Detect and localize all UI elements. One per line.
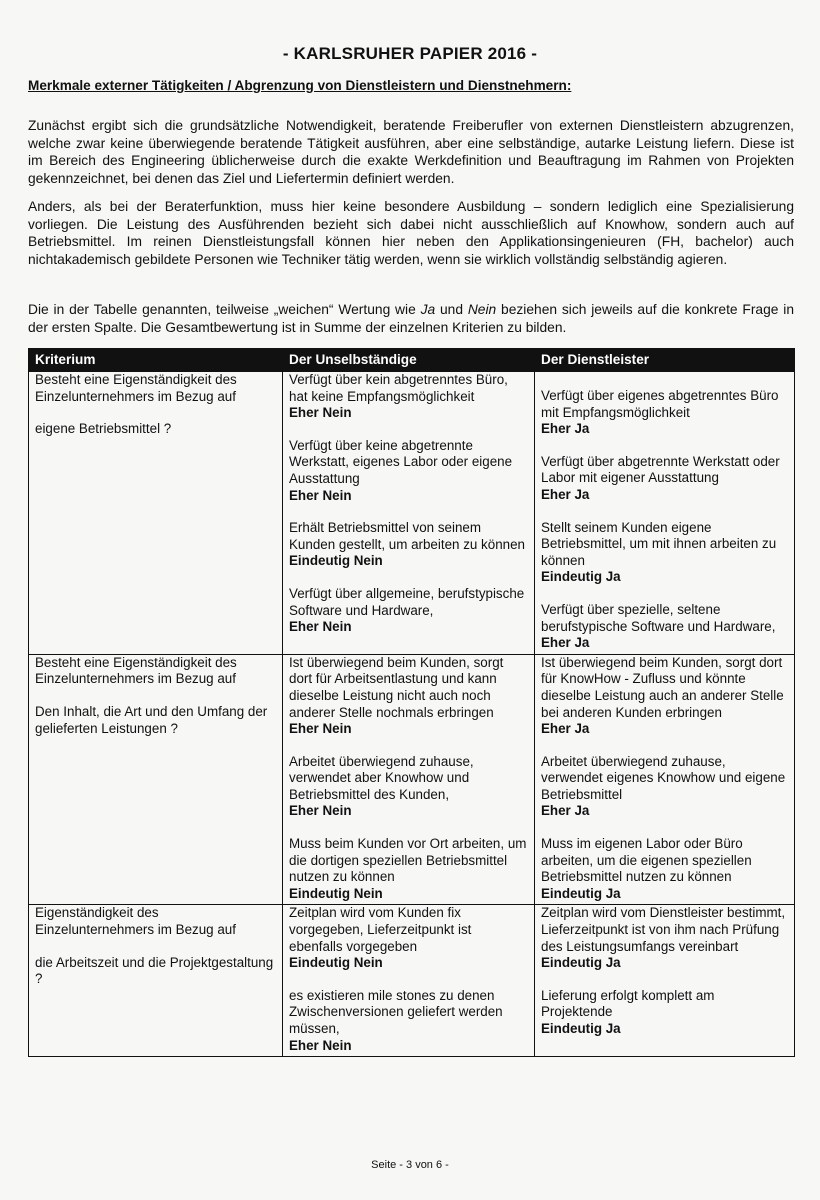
table-row [29, 654, 795, 905]
column-header-dienstleister: Der Dienstleister [535, 349, 795, 372]
list-item [541, 905, 788, 971]
verdict: Eher Nein [289, 803, 352, 819]
entry-text: Verfügt über abgetrennte Werkstatt oder Labor mit eigener Ausstattung [541, 453, 780, 486]
verdict: Eher Ja [541, 421, 590, 437]
verdict: Eindeutig Nein [289, 955, 383, 971]
para-text: beziehen sich jeweils auf die konkrete Frage in der ersten Spalte. Die Gesamtbewertung ist in Summe der einzelnen Kriterien zu bilden. [28, 302, 794, 335]
criteria-table [28, 348, 795, 1057]
entry-text: Muss beim Kunden vor Ort arbeiten, um die dortigen speziellen Betriebsmittel nutzen zu können [289, 836, 527, 885]
entry-text: Stellt seinem Kunden eigene Betriebsmittel, um mit ihnen arbeiten zu können [541, 519, 777, 568]
list-item [541, 655, 788, 738]
list-item [541, 602, 788, 652]
verdict: Eindeutig Nein [289, 553, 383, 569]
page-number: Seite - 3 von 6 - [371, 1159, 449, 1171]
intro-paragraph-3 [28, 301, 794, 336]
list-item [289, 372, 528, 422]
dienstleister-cell [535, 905, 795, 1057]
entry-text: Muss im eigenen Labor oder Büro arbeiten, um die eigenen speziellen Betriebsmittel nutzen zu können [541, 836, 752, 885]
intro-paragraph-2: Anders, als bei der Beraterfunktion, muss hier keine besondere Ausbildung – sondern lediglich eine Spezialisierung vorliegen. Die Leistung des Ausführenden bezieht sich dabei nicht ausschließlich auf Knowhow, sondern auch auf Betriebsmittel. Im reinen Dienstleistungsfall können hier neben den Applikationsingenieuren (FH, bachelor) auch nichtakademisch gebildete Personen wie Techniker tätig werden, wenn sie wirklich vollständig selbständig agieren. [28, 199, 794, 267]
list-item [289, 438, 528, 504]
entry-text: Lieferung erfolgt komplett am Projektende [541, 987, 715, 1020]
verdict: Eindeutig Ja [541, 569, 621, 585]
verdict: Eher Ja [541, 486, 590, 502]
list-item [289, 586, 528, 636]
entry-text: es existieren mile stones zu denen Zwischenversionen geliefert werden müssen, [289, 987, 503, 1036]
verdict: Eindeutig Ja [541, 1021, 621, 1036]
list-item [289, 520, 528, 570]
criterion-topic: die Arbeitszeit und die Projektgestaltung ? [35, 954, 274, 987]
verdict: Eher Nein [289, 405, 352, 421]
para-text: und [435, 302, 468, 317]
list-item [541, 520, 788, 586]
entry-text: Verfügt über spezielle, seltene berufstypische Software und Hardware, [541, 601, 776, 634]
page-title: - KARLSRUHER PAPIER 2016 - [282, 44, 538, 63]
entry-text: Verfügt über eigenes abgetrenntes Büro mit Empfangsmöglichkeit [541, 388, 779, 420]
entry-text: Verfügt über kein abgetrenntes Büro, hat keine Empfangsmöglichkeit [289, 372, 508, 404]
verdict: Eher Ja [541, 721, 590, 737]
criterion-cell [29, 372, 283, 655]
entry-text: Ist überwiegend beim Kunden, sorgt dort für Arbeitsentlastung und kann dieselbe Leistung nicht auch noch anderer Stelle nochmals erbringen [289, 654, 504, 720]
unselbstaendige-cell [283, 905, 535, 1057]
list-item [289, 836, 528, 902]
table-row [29, 372, 795, 655]
criterion-cell [29, 905, 283, 1057]
section-heading: Merkmale externer Tätigkeiten / Abgrenzung von Dienstleistern und Dienstnehmern: [28, 78, 572, 93]
list-item [541, 754, 788, 820]
entry-text: Verfügt über keine abgetrennte Werkstatt, eigenes Labor oder eigene Ausstattung [289, 437, 513, 486]
verdict: Eindeutig Ja [541, 885, 621, 901]
table-header-row [29, 349, 795, 372]
list-item [541, 388, 788, 438]
list-item [541, 454, 788, 504]
list-item [289, 754, 528, 820]
criterion-question: Eigenständigkeit des Einzelunternehmers im Bezug auf [35, 905, 236, 938]
term-nein: Nein [467, 302, 497, 317]
criterion-question: Besteht eine Eigenständigkeit des Einzelunternehmers im Bezug auf [35, 654, 237, 687]
entry-text: Erhält Betriebsmittel von seinem Kunden gestellt, um arbeiten zu können [289, 520, 525, 552]
dienstleister-cell [535, 372, 795, 655]
verdict: Eher Ja [541, 635, 590, 651]
dienstleister-cell [535, 654, 795, 905]
list-item [541, 988, 788, 1038]
list-item [289, 655, 528, 738]
verdict: Eindeutig Nein [289, 885, 383, 901]
entry-text: Zeitplan wird vom Kunden fix vorgegeben, Lieferzeitpunkt ist ebenfalls vorgegeben [289, 905, 472, 954]
list-item [541, 836, 788, 902]
verdict: Eher Ja [541, 803, 590, 819]
criterion-topic: eigene Betriebsmittel ? [35, 421, 172, 437]
column-header-kriterium: Kriterium [29, 349, 283, 372]
verdict: Eher Nein [289, 1037, 352, 1053]
verdict: Eher Nein [289, 721, 352, 737]
entry-text: Ist überwiegend beim Kunden, sorgt dort für KnowHow - Zufluss und könnte dieselbe Leistung auch an anderer Stelle bei anderen Kunden erbringen [541, 654, 784, 720]
verdict: Eher Nein [289, 487, 352, 503]
verdict: Eindeutig Ja [541, 955, 621, 971]
criterion-topic: Den Inhalt, die Art und den Umfang der gelieferten Leistungen ? [35, 703, 268, 736]
criterion-cell [29, 654, 283, 905]
entry-text: Arbeitet überwiegend zuhause, verwendet aber Knowhow und Betriebsmittel des Kunden, [289, 753, 474, 802]
list-item [289, 905, 528, 971]
table-row [29, 905, 795, 1057]
intro-paragraph-1: Zunächst ergibt sich die grundsätzliche Notwendigkeit, beratende Freiberufler von externen Dienstleistern abzugrenzen, welche zwar keine überwiegende beratende Tätigkeit ausführen, aber eine selbständige, autarke Leistung liefern. Diese ist im Bereich des Engineering üblicherweise durch die exakte Werkdefinition und Beauftragung im Rahmen von Projekten gekennzeichnet, bei denen das Ziel und Liefertermin definiert werden. [28, 118, 794, 186]
column-header-unselbstaendige: Der Unselbständige [283, 349, 535, 372]
para-text: Die in der Tabelle genannten, teilweise „weichen“ Wertung wie [28, 302, 421, 317]
term-ja: Ja [420, 302, 436, 317]
unselbstaendige-cell [283, 372, 535, 655]
verdict: Eher Nein [289, 619, 352, 635]
list-item [289, 988, 528, 1054]
entry-text: Zeitplan wird vom Dienstleister bestimmt, Lieferzeitpunkt ist von ihm nach Prüfung des Leistungsumfangs vereinbart [541, 905, 786, 954]
unselbstaendige-cell [283, 654, 535, 905]
entry-text: Verfügt über allgemeine, berufstypische Software und Hardware, [289, 585, 525, 618]
entry-text: Arbeitet überwiegend zuhause, verwendet eigenes Knowhow und eigene Betriebsmittel [541, 753, 786, 802]
criterion-question: Besteht eine Eigenständigkeit des Einzelunternehmers im Bezug auf [35, 372, 237, 404]
